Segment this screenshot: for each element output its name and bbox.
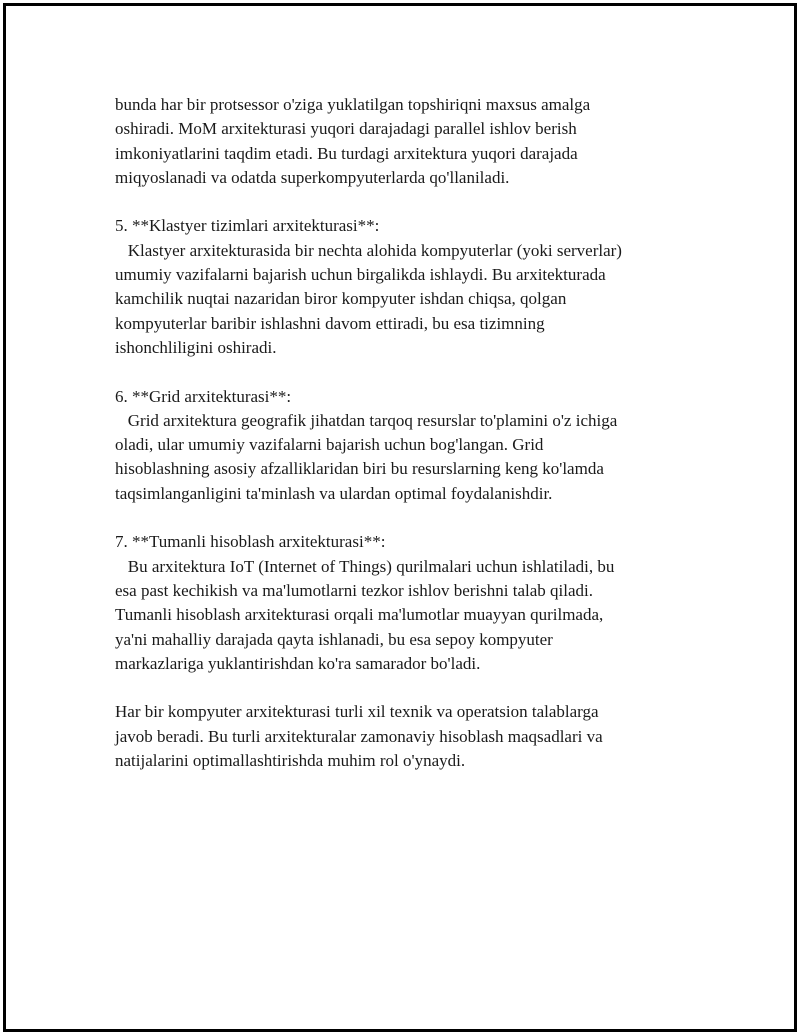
text-line: Grid arxitektura geografik jihatdan tarqoq resurslar to'plamini o'z ichiga <box>115 410 618 430</box>
text-line: kamchilik nuqtai nazaridan biror kompyuter ishdan chiqsa, qolgan <box>115 289 567 309</box>
paragraph-cluster-architecture <box>115 214 695 360</box>
text-line: Tumanli hisoblash arxitekturasi orqali ma'lumotlar muayyan qurilmada, <box>115 605 604 625</box>
text-line: Klastyer arxitekturasida bir nechta alohida kompyuterlar (yoki serverlar) <box>115 240 622 260</box>
text-line: ya'ni mahalliy darajada qayta ishlanadi, bu esa sepoy kompyuter <box>115 629 553 649</box>
text-line: bunda har bir protsessor o'ziga yuklatilgan topshiriqni maxsus amalga <box>115 95 591 114</box>
paragraph-conclusion <box>115 700 695 773</box>
text-line: imkoniyatlarini taqdim etadi. Bu turdagi arxitektura yuqori darajada <box>115 143 578 163</box>
text-line: Har bir kompyuter arxitekturasi turli xil texnik va operatsion talablarga <box>115 702 599 722</box>
text-line: javob beradi. Bu turli arxitekturalar zamonaviy hisoblash maqsadlari va <box>115 726 603 746</box>
section-heading: 5. **Klastyer tizimlari arxitekturasi**: <box>115 216 380 236</box>
text-line: markazlariga yuklantirishdan ko'ra samarador bo'ladi. <box>115 653 481 673</box>
section-heading: 7. **Tumanli hisoblash arxitekturasi**: <box>115 532 386 552</box>
text-line: Bu arxitektura IoT (Internet of Things) qurilmalari uchun ishlatiladi, bu <box>115 556 615 576</box>
text-line: hisoblashning asosiy afzalliklaridan biri bu resurslarning keng ko'lamda <box>115 459 604 479</box>
text-line: natijalarini optimallashtirishda muhim rol o'ynaydi. <box>115 751 466 771</box>
document-body <box>115 93 695 798</box>
text-line: taqsimlanganligini ta'minlash va ulardan optimal foydalanishdir. <box>115 483 553 503</box>
text-line: miqyoslanadi va odatda superkompyuterlarda qo'llaniladi. <box>115 167 510 187</box>
paragraph-grid-architecture <box>115 385 695 506</box>
text-line: oladi, ular umumiy vazifalarni bajarish uchun bog'langan. Grid <box>115 435 544 455</box>
text-line: ishonchliligini oshiradi. <box>115 337 277 357</box>
text-line: esa past kechikish va ma'lumotlarni tezkor ishlov berishni talab qiladi. <box>115 580 594 600</box>
text-line: kompyuterlar baribir ishlashni davom ettiradi, bu esa tizimning <box>115 313 545 333</box>
text-line: oshiradi. MoM arxitekturasi yuqori darajadagi parallel ishlov berish <box>115 119 577 139</box>
text-line: umumiy vazifalarni bajarish uchun birgalikda ishlaydi. Bu arxitekturada <box>115 265 606 285</box>
paragraph-fog-computing <box>115 530 695 676</box>
section-heading: 6. **Grid arxitekturasi**: <box>115 386 292 406</box>
paragraph-mom-continued <box>115 93 695 190</box>
